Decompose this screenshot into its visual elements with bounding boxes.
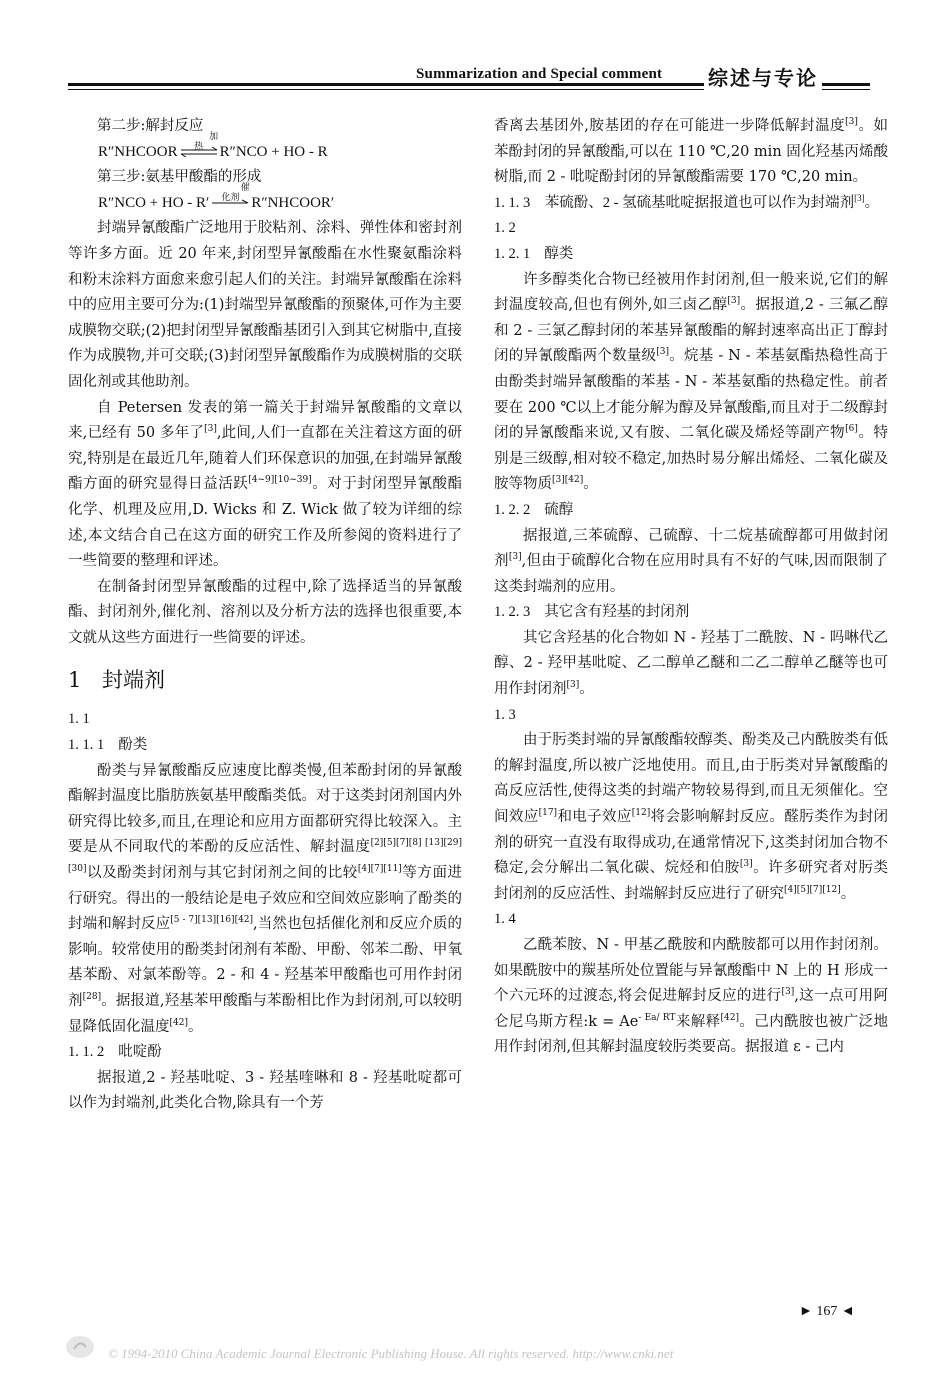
body-paragraph: 酚类与异氰酸酯反应速度比醇类慢,但苯酚封闭的异氰酸酯解封温度比脂肪族氨基甲酸酯类低。对于这类封闭剂国内外研究得比较多,而且,在理论和应用方面都研究得比较深入。主要是从不同取代的苯酚的反应活性、解封温度[2][5][7][8] [13][29][30]以及酚类封闭剂与其它封闭剂之间的比较[4][7][11]等方面进行研究。得出的一般结论是电子效应和空间效应影响了酚类的封端和解封反应[5 - 7][13][16][42],当然也包括催化剂和反应介质的影响。较常使用的酚类封闭剂有苯酚、甲酚、邻苯二酚、甲氧基苯酚、对氯苯酚等。2 - 和 4 - 羟基苯甲酸酯也可用作封闭剂[28]。据报道,羟基苯甲酸酯与苯酚相比作为封闭剂,可以较明显降低固化温度[42]。 [68, 762, 463, 1035]
body-paragraph: 在制备封闭型异氰酸酯的过程中,除了选择适当的异氰酸酯、封闭剂外,催化剂、溶剂以及分析方法的选择也很重要,本文就从这些方面进行一些简要的评述。 [68, 578, 462, 646]
equation-urethane: R″NCO + HO - R′ 催化剂 R″NHCOOR′ [98, 183, 335, 211]
subsection-heading: 1. 2. 1 醇类 [494, 245, 574, 262]
heat-arrow: 加热 [179, 145, 219, 159]
citation: [5 - 7][13][16][42] [170, 915, 254, 926]
citation: [42] [169, 1017, 188, 1028]
body-paragraph: 香离去基团外,胺基团的存在可能进一步降低解封温度[3]。如苯酚封闭的异氰酸酯,可以在 110 ℃,20 min 固化羟基丙烯酸树脂,而 2 - 吡啶酚封闭的异氰酸酯需要 170 ℃,20 min。 [494, 117, 889, 186]
citation: [28] [82, 992, 102, 1002]
citation: [3] [854, 192, 865, 203]
subsection-heading: 1. 2. 2 硫醇 [494, 501, 574, 518]
citation: [12] [631, 808, 651, 819]
citation: [3] [781, 987, 795, 998]
citation: [3] [727, 296, 741, 307]
body-paragraph: 乙酰苯胺、N - 甲基乙酰胺和内酰胺都可以用作封闭剂。如果酰胺中的羰基所处位置能与异氰酸酯中 N 上的 H 形成一个六元环的过渡态,将会促进解封反应的进行[3],这一点可用阿仑尼乌斯方程:k = $Ae^{- Ea/ RT}$来解释[42]。己内酰胺也被广泛地用作封闭剂,但其解封温度较肟类要高。据报道 ε - 己内 [494, 937, 889, 1056]
body-paragraph: 据报道,2 - 羟基吡啶、3 - 羟基喹啉和 8 - 羟基吡啶都可以作为封端剂,此类化合物,除具有一个芳 [68, 1069, 462, 1112]
citation: [3] [204, 424, 217, 435]
equation-deblocking: R″NHCOOR 加热 R″NCO + HO - R [98, 132, 328, 160]
citation: [3] [845, 117, 858, 127]
citation: [6] [845, 424, 858, 435]
subsection-number: 1. 2 [494, 220, 516, 237]
copyright-notice: © 1994-2010 China Academic Journal Electronic Publishing House. All rights reserved. http://www.cnki.net [108, 1346, 674, 1361]
body-paragraph: 自 Petersen 发表的第一篇关于封端异氰酸酯的文章以来,已经有 50 多年了[3],此间,人们一直都在关注着这方面的研究,特别是在最近几年,随着人们环保意识的加强,在封端异氰酸酯方面的研究显得日益活跃[4~9][10~39]。对于封闭型异氰酸酯化学、机理及应用,D. Wicks 和 Z. Wick 做了较为详细的综述,本文结合自己在这方面的研究工作及所参阅的资料进行了一些简要的整理和评述。 [68, 399, 462, 570]
citation: [17] [538, 808, 558, 819]
citation: [2][5][7][8] [13][29][30] [68, 838, 462, 875]
exponent: - Ea/ RT [638, 1012, 676, 1023]
citation: [3] [508, 552, 522, 563]
running-header-en: Summarization and Special comment [410, 66, 668, 83]
subsection-heading: 1. 1. 1 酚类 [68, 737, 148, 754]
page-number: ► 167 ◄ [799, 1304, 855, 1319]
subsection-number: 1. 3 [494, 706, 516, 723]
body-paragraph: 据报道,三苯硫醇、己硫醇、十二烷基硫醇都可用做封闭剂[3],但由于硫醇化合物在应用时具有不好的气味,因而限制了这类封端剂的应用。 [494, 527, 889, 595]
running-header-zh: 综述与专论 [704, 62, 822, 91]
citation: [4][7][11] [357, 864, 402, 875]
equilibrium-arrow-icon [179, 147, 219, 157]
body-paragraph: 其它含羟基的化合物如 N - 羟基丁二酰胺、N - 吗啉代乙醇、2 - 羟甲基吡啶、乙二醇单乙醚和二乙二醇单乙醚等也可用作封闭剂[3]。 [494, 629, 888, 698]
body-paragraph: 封端异氰酸酯广泛地用于胶粘剂、涂料、弹性体和密封剂等许多方面。近 20 年来,封闭型异氰酸酯在水性聚氨酯涂料和粉末涂料方面愈来愈引起人们的关注。封端异氰酸酯在涂料中的应用主要可分为:(1)封端型异氰酸酯的预聚体,可作为主要成膜物交联;(2)把封闭型异氰酸酯基团引入到其它树脂中,直接作为成膜物,并可交联;(3)封闭型异氰酸酯作为成膜树脂的交联固化剂或其他助剂。 [68, 220, 462, 390]
left-column [68, 114, 462, 1117]
step-three-label: 第三步:氨基甲酸酯的形成 [97, 169, 262, 186]
citation: [42] [720, 1012, 740, 1023]
subsection-number: 1. 1 [68, 711, 90, 728]
subsection-heading: 1. 1. 3 苯硫酚、2 - 氢硫基吡啶据报道也可以作为封端剂[3]。 [494, 192, 880, 211]
body-paragraph: 由于肟类封端的异氰酸酯较醇类、酚类及己内酰胺类有低的解封温度,所以被广泛地使用。而且,由于肟类对异氰酸酯的高反应活性,使得这类的封端产物较易得到,而且无须催化。空间效应[17]和电子效应[12]将会影响解封反应。醛肟类作为封闭剂的研究一直没有取得成功,在通常情况下,这类封闭加合物不稳定,会分解出二氧化碳、烷烃和伯胺[3]。许多研究者对肟类封闭剂的反应活性、封端解封反应进行了研究[4][5][7][12]。 [494, 732, 889, 902]
reaction-arrow-icon [210, 198, 250, 208]
right-column [494, 114, 888, 1061]
citation: [3][42] [552, 475, 584, 486]
citation: [3] [656, 347, 670, 358]
citation: [3] [566, 680, 580, 691]
citation: [4~9][10~39] [248, 475, 312, 486]
step-two-label: 第二步:解封反应 [97, 118, 204, 134]
citation: [3] [739, 859, 753, 870]
subsection-heading: 1. 2. 3 其它含有羟基的封闭剂 [494, 604, 690, 621]
body-paragraph: 许多醇类化合物已经被用作封闭剂,但一般来说,它们的解封温度较高,但也有例外,如三卤乙醇[3]。据报道,2 - 三氟乙醇和 2 - 三氯乙醇封闭的苯基异氰酸酯的解封速率高出正丁醇封闭的异氰酸酯两个数量级[3]。烷基 - N - 苯基氨酯热稳性高于由酚类封端异氰酸酯的苯基 - N - 苯基氨酯的热稳定性。前者要在 200 ℃以上才能分解为醇及异氰酸酯,而且对于二级醇封闭的异氰酸酯来说,又有胺、二氧化碳及烯烃等副产物[6]。特别是三级醇,相对较不稳定,加热时易分解出烯烃、二氧化碳及胺等物质[3][42]。 [494, 271, 889, 493]
section-heading: 1 封端剂 [68, 668, 165, 693]
citation: [4][5][7][12] [784, 884, 841, 895]
subsection-number: 1. 4 [494, 911, 516, 928]
subsection-heading: 1. 1. 2 吡啶酚 [68, 1044, 162, 1061]
catalyst-arrow: 催化剂 [210, 196, 250, 210]
cnki-logo-icon [64, 1333, 96, 1361]
